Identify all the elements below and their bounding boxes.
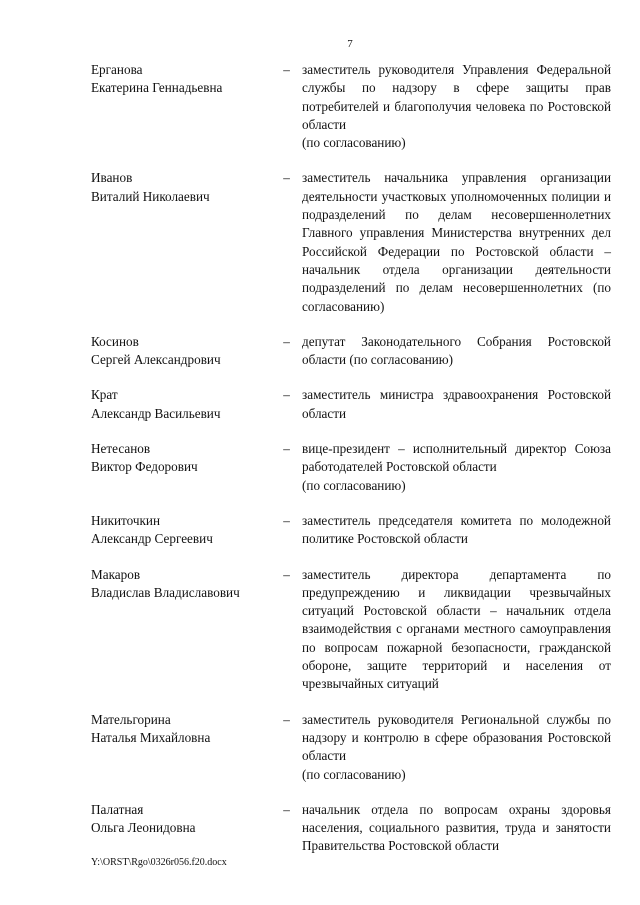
surname: Никиточкин <box>91 512 161 528</box>
person-name <box>91 566 271 694</box>
list-item <box>91 169 611 315</box>
position-text <box>302 386 611 423</box>
dash-separator: – <box>283 62 290 77</box>
list-item <box>91 386 611 423</box>
dash-separator: – <box>283 387 290 403</box>
dash-separator: – <box>283 333 290 349</box>
position-description: заместитель руководителя Управления Федеральной службы по надзору в сфере защиты прав потребителей и благополучия человека по Ростовской области <box>302 62 611 132</box>
approval-note: (по согласованию) <box>302 766 406 782</box>
list-item <box>91 61 611 152</box>
position-description: депутат Законодательного Собрания Ростовской области (по согласованию) <box>302 333 611 368</box>
position-description: начальник отдела по вопросам охраны здоровья населения, социального развития, труда и занятости Правительства Ростовской области <box>302 801 611 854</box>
position-description: вице-президент – исполнительный директор Союза работодателей Ростовской области <box>302 441 611 475</box>
given-names: Ольга Леонидовна <box>91 820 196 836</box>
dash-separator: – <box>283 170 290 186</box>
position-text <box>302 440 611 495</box>
person-name <box>91 61 271 152</box>
surname: Иванов <box>91 170 133 186</box>
surname: Ерганова <box>91 62 143 77</box>
approval-note: (по согласованию) <box>302 477 406 493</box>
list-item <box>91 566 611 694</box>
surname: Косинов <box>91 333 139 349</box>
page-number: 7 <box>347 38 353 50</box>
position-description: заместитель председателя комитета по молодежной политике Ростовской области <box>302 512 611 547</box>
position-text <box>302 801 611 856</box>
position-text <box>302 333 611 370</box>
person-name <box>91 386 271 423</box>
person-name <box>91 711 271 784</box>
given-names: Владислав Владиславович <box>91 584 240 600</box>
surname: Палатная <box>91 801 144 817</box>
surname: Мательгорина <box>91 711 171 727</box>
list-item <box>91 440 611 495</box>
dash-separator: – <box>283 512 290 528</box>
approval-note: (по согласованию) <box>302 135 406 151</box>
list-item <box>91 512 611 549</box>
given-names: Сергей Александрович <box>91 352 221 368</box>
position-text <box>302 566 611 694</box>
given-names: Виталий Николаевич <box>91 188 210 204</box>
position-text <box>302 512 611 549</box>
position-description: заместитель министра здравоохранения Ростовской области <box>302 387 611 421</box>
position-text <box>302 711 611 784</box>
dash-separator: – <box>283 801 290 817</box>
position-text <box>302 61 611 152</box>
given-names: Александр Васильевич <box>91 405 221 421</box>
given-names: Виктор Федорович <box>91 459 198 475</box>
dash-separator: – <box>283 441 290 457</box>
list-item <box>91 333 611 370</box>
given-names: Александр Сергеевич <box>91 531 213 547</box>
list-item <box>91 801 611 856</box>
person-name <box>91 801 271 856</box>
surname: Макаров <box>91 566 141 582</box>
person-name <box>91 333 271 370</box>
position-description: заместитель руководителя Региональной службы по надзору и контролю в сфере образования Ростовской области <box>302 711 611 764</box>
position-description: заместитель начальника управления организации деятельности участковых уполномоченных полиции и подразделений по делам несовершеннолетних Главного управления Министерства внутренних дел Российской Федерации по Ростовской области – начальник отдела организации деятельности подразделений по делам несовершеннолетних (по согласованию) <box>302 170 611 314</box>
surname: Крат <box>91 387 118 403</box>
dash-separator: – <box>283 566 290 582</box>
person-name <box>91 440 271 495</box>
document-path: Y:\ORST\Rgo\0326r056.f20.docx <box>91 857 227 868</box>
person-name <box>91 169 271 315</box>
given-names: Екатерина Геннадьевна <box>91 80 223 96</box>
list-item <box>91 711 611 784</box>
person-name <box>91 512 271 549</box>
position-text <box>302 169 611 315</box>
member-list <box>91 61 611 873</box>
dash-separator: – <box>283 711 290 727</box>
surname: Нетесанов <box>91 441 151 457</box>
given-names: Наталья Михайловна <box>91 729 211 745</box>
position-description: заместитель директора департамента по предупреждению и ликвидации чрезвычайных ситуаций Ростовской области – начальник отдела взаимодействия с органами местного самоуправления по вопросам пожарной безопасности, гражданской обороне, защите территорий и населения от чрезвычайных ситуаций <box>302 566 611 692</box>
